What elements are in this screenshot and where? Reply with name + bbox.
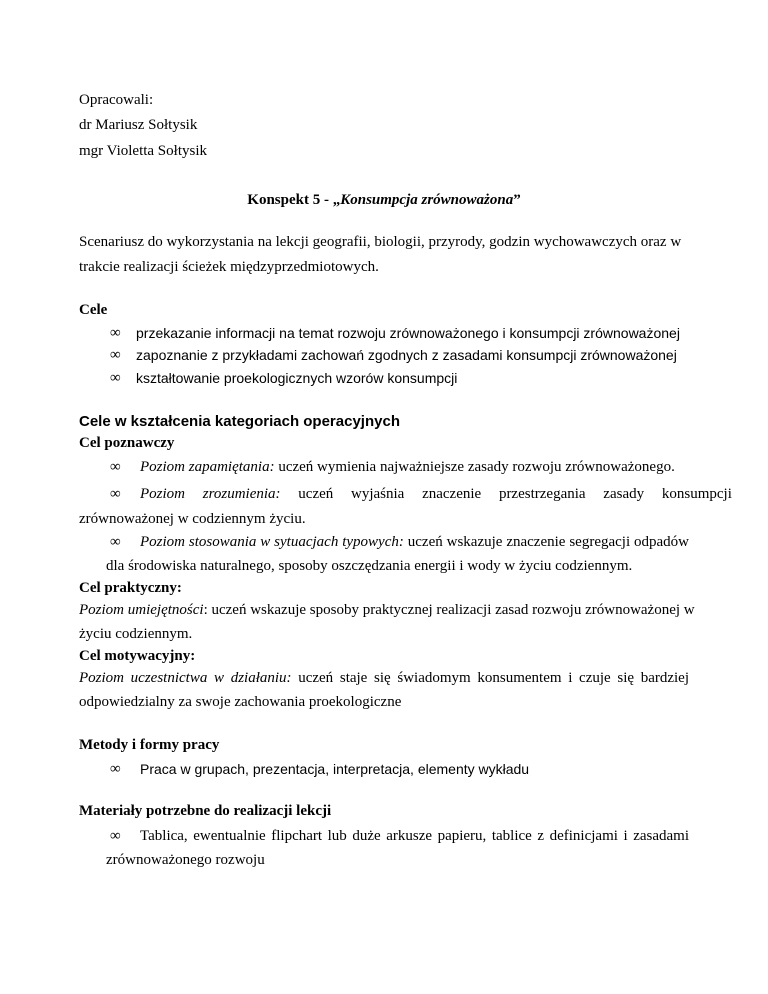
list-item-text: Poziom zapamiętania: uczeń wymienia najważniejsze zasady rozwoju zrównoważonego.: [140, 459, 675, 475]
author-name: dr Mariusz Sołtysik: [79, 117, 198, 133]
bullet-icon: ∞: [110, 486, 121, 502]
subheading-motywacyjny: Cel motywacyjny:: [79, 648, 196, 664]
list-item-text-cont: dla środowiska naturalnego, sposoby oszczędzania energii i wody w życiu codziennym.: [106, 558, 633, 574]
list-item-text: Praca w grupach, prezentacja, interpretacja, elementy wykładu: [140, 761, 530, 777]
list-item-text: Poziom stosowania w sytuacjach typowych: uczeń wskazuje znaczenie segregacji odpadów: [140, 534, 690, 550]
intro-line: Scenariusz do wykorzystania na lekcji geografii, biologii, przyrody, godzin wychowawczych oraz w: [79, 234, 682, 250]
list-item-text-cont: zrównoważonego rozwoju: [106, 852, 265, 868]
list-item-text: Tablica, ewentualnie flipchart lub duże arkusze papieru, tablice z definicjami i zasadami: [140, 828, 689, 844]
bullet-icon: ∞: [110, 459, 121, 475]
paragraph-praktyczny: Poziom umiejętności: uczeń wskazuje sposoby praktycznej realizacji zasad rozwoju zrównoważonej w: [79, 602, 695, 618]
section-heading-operacyjne: Cele w kształcenia kategoriach operacyjnych: [79, 413, 400, 430]
authors-label: Opracowali:: [79, 92, 154, 108]
paragraph-praktyczny-cont: życiu codziennym.: [79, 626, 193, 642]
bullet-icon: ∞: [110, 828, 121, 844]
paragraph-motywacyjny-cont: odpowiedzialny za swoje zachowania proekologiczne: [79, 694, 402, 710]
list-item-text: Poziom zrozumienia: uczeń wyjaśnia znaczenie przestrzegania zasady konsumpcji: [140, 486, 732, 502]
list-item-text: zapoznanie z przykładami zachowań zgodnych z zasadami konsumpcji zrównoważonej: [136, 347, 677, 363]
author-name: mgr Violetta Sołtysik: [79, 143, 207, 159]
section-heading-metody: Metody i formy pracy: [79, 737, 220, 753]
list-item-text: kształtowanie proekologicznych wzorów konsumpcji: [136, 370, 458, 386]
bullet-icon: ∞: [110, 347, 121, 363]
bullet-icon: ∞: [110, 534, 121, 550]
section-heading-materialy: Materiały potrzebne do realizacji lekcji: [79, 803, 332, 819]
intro-line: trakcie realizacji ścieżek międzyprzedmiotowych.: [79, 259, 379, 275]
list-item-text-cont: zrównoważonej w codziennym życiu.: [79, 511, 306, 527]
document-title: Konspekt 5 - „Konsumpcja zrównoważona”: [247, 192, 521, 208]
subheading-praktyczny: Cel praktyczny:: [79, 580, 182, 596]
bullet-icon: ∞: [110, 370, 121, 386]
bullet-icon: ∞: [110, 761, 121, 777]
bullet-icon: ∞: [110, 325, 121, 341]
section-heading-cele: Cele: [79, 302, 108, 318]
paragraph-motywacyjny: Poziom uczestnictwa w działaniu: uczeń staje się świadomym konsumentem i czuje się bardziej: [79, 670, 689, 686]
list-item-text: przekazanie informacji na temat rozwoju zrównoważonego i konsumpcji zrównoważonej: [136, 325, 680, 341]
subheading-poznawczy: Cel poznawczy: [79, 435, 175, 451]
